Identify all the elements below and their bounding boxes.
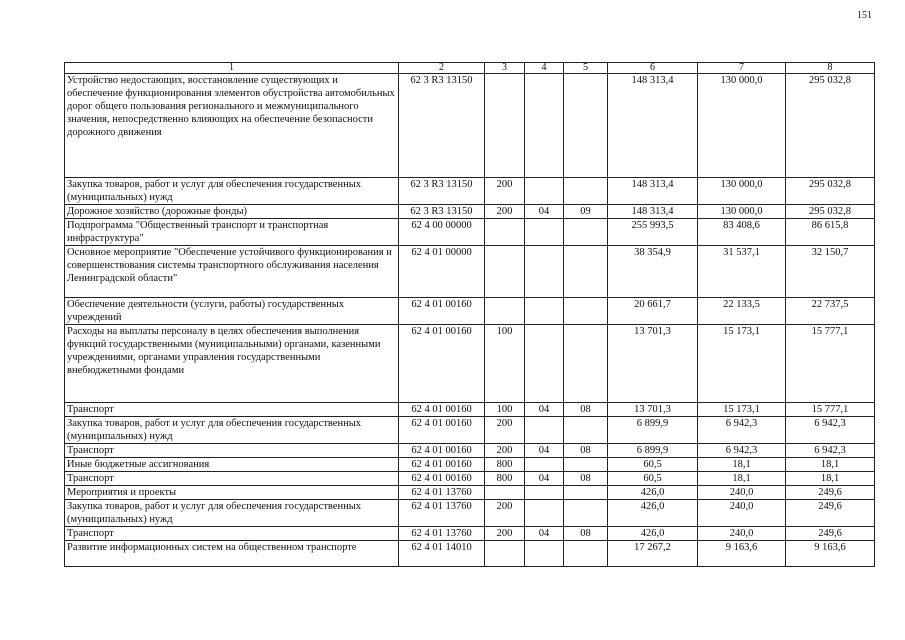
- target-code: 62 4 01 00160: [399, 444, 485, 458]
- amount-col-6: 255 993,5: [608, 219, 698, 246]
- subsection-code: [564, 500, 608, 527]
- budget-table: [64, 62, 875, 567]
- section-code: [525, 246, 564, 298]
- amount-col-7: 6 942,3: [698, 444, 786, 458]
- expense-type: [485, 486, 525, 500]
- amount-col-7: 240,0: [698, 527, 786, 541]
- amount-col-7: 240,0: [698, 486, 786, 500]
- table-row: [65, 219, 875, 246]
- subsection-code: 08: [564, 472, 608, 486]
- row-label: Развитие информационных систем на общественном транспорте: [65, 541, 399, 567]
- amount-col-8: 249,6: [786, 486, 875, 500]
- row-label: Мероприятия и проекты: [65, 486, 399, 500]
- table-row: [65, 74, 875, 178]
- target-code: 62 4 01 00000: [399, 246, 485, 298]
- amount-col-7: 83 408,6: [698, 219, 786, 246]
- amount-col-7: 6 942,3: [698, 417, 786, 444]
- expense-type: [485, 219, 525, 246]
- table-row: [65, 403, 875, 417]
- row-label: Закупка товаров, работ и услуг для обеспечения государственных (муниципальных) нужд: [65, 417, 399, 444]
- subsection-code: 08: [564, 444, 608, 458]
- amount-col-8: 249,6: [786, 500, 875, 527]
- amount-col-8: 9 163,6: [786, 541, 875, 567]
- subsection-code: [564, 458, 608, 472]
- expense-type: [485, 541, 525, 567]
- section-code: 04: [525, 444, 564, 458]
- column-header: 6: [608, 63, 698, 74]
- amount-col-6: 20 661,7: [608, 298, 698, 325]
- row-label: Дорожное хозяйство (дорожные фонды): [65, 205, 399, 219]
- amount-col-7: 18,1: [698, 472, 786, 486]
- section-code: [525, 178, 564, 205]
- subsection-code: [564, 541, 608, 567]
- amount-col-7: 240,0: [698, 500, 786, 527]
- amount-col-6: 17 267,2: [608, 541, 698, 567]
- row-label: Основное мероприятие "Обеспечение устойчивого функционирования и совершенствования системы транспортного обслуживания населения Ленинградской области": [65, 246, 399, 298]
- subsection-code: 08: [564, 403, 608, 417]
- section-code: 04: [525, 527, 564, 541]
- section-code: [525, 325, 564, 403]
- table-row: [65, 298, 875, 325]
- column-header: 3: [485, 63, 525, 74]
- column-header: 8: [786, 63, 875, 74]
- expense-type: 200: [485, 500, 525, 527]
- table-row: [65, 486, 875, 500]
- expense-type: 800: [485, 458, 525, 472]
- subsection-code: [564, 417, 608, 444]
- target-code: 62 4 01 00160: [399, 472, 485, 486]
- target-code: 62 4 01 13760: [399, 527, 485, 541]
- column-header: 5: [564, 63, 608, 74]
- amount-col-7: 9 163,6: [698, 541, 786, 567]
- amount-col-6: 6 899,9: [608, 444, 698, 458]
- target-code: 62 4 01 00160: [399, 417, 485, 444]
- amount-col-7: 130 000,0: [698, 205, 786, 219]
- subsection-code: 09: [564, 205, 608, 219]
- amount-col-6: 426,0: [608, 500, 698, 527]
- amount-col-8: 22 737,5: [786, 298, 875, 325]
- expense-type: 200: [485, 205, 525, 219]
- expense-type: [485, 74, 525, 178]
- amount-col-6: 426,0: [608, 486, 698, 500]
- amount-col-7: 130 000,0: [698, 74, 786, 178]
- row-label: Закупка товаров, работ и услуг для обеспечения государственных (муниципальных) нужд: [65, 500, 399, 527]
- table-row: [65, 246, 875, 298]
- subsection-code: [564, 325, 608, 403]
- row-label: Иные бюджетные ассигнования: [65, 458, 399, 472]
- table-row: [65, 178, 875, 205]
- row-label: Закупка товаров, работ и услуг для обеспечения государственных (муниципальных) нужд: [65, 178, 399, 205]
- table-row: [65, 458, 875, 472]
- target-code: 62 4 01 00160: [399, 403, 485, 417]
- target-code: 62 4 00 00000: [399, 219, 485, 246]
- subsection-code: [564, 178, 608, 205]
- amount-col-6: 6 899,9: [608, 417, 698, 444]
- section-code: [525, 74, 564, 178]
- amount-col-8: 15 777,1: [786, 325, 875, 403]
- target-code: 62 3 R3 13150: [399, 178, 485, 205]
- row-label: Транспорт: [65, 444, 399, 458]
- amount-col-6: 60,5: [608, 458, 698, 472]
- section-code: 04: [525, 472, 564, 486]
- header-row: [65, 63, 875, 74]
- amount-col-6: 426,0: [608, 527, 698, 541]
- amount-col-8: 18,1: [786, 458, 875, 472]
- amount-col-8: 249,6: [786, 527, 875, 541]
- row-label: Транспорт: [65, 527, 399, 541]
- table-row: [65, 541, 875, 567]
- table-row: [65, 444, 875, 458]
- target-code: 62 4 01 00160: [399, 298, 485, 325]
- target-code: 62 3 R3 13150: [399, 74, 485, 178]
- amount-col-7: 130 000,0: [698, 178, 786, 205]
- table-row: [65, 417, 875, 444]
- amount-col-7: 18,1: [698, 458, 786, 472]
- subsection-code: [564, 219, 608, 246]
- row-label: Подпрограмма "Общественный транспорт и транспортная инфраструктура": [65, 219, 399, 246]
- target-code: 62 4 01 00160: [399, 325, 485, 403]
- amount-col-8: 32 150,7: [786, 246, 875, 298]
- expense-type: 200: [485, 444, 525, 458]
- section-code: [525, 500, 564, 527]
- expense-type: [485, 246, 525, 298]
- expense-type: [485, 298, 525, 325]
- column-header: 7: [698, 63, 786, 74]
- expense-type: 200: [485, 178, 525, 205]
- page-number: 151: [857, 10, 872, 21]
- section-code: [525, 219, 564, 246]
- section-code: [525, 417, 564, 444]
- column-header: 2: [399, 63, 485, 74]
- subsection-code: [564, 74, 608, 178]
- table-row: [65, 325, 875, 403]
- expense-type: 200: [485, 417, 525, 444]
- amount-col-8: 6 942,3: [786, 444, 875, 458]
- subsection-code: [564, 298, 608, 325]
- amount-col-6: 148 313,4: [608, 74, 698, 178]
- amount-col-7: 31 537,1: [698, 246, 786, 298]
- target-code: 62 4 01 13760: [399, 500, 485, 527]
- amount-col-6: 148 313,4: [608, 205, 698, 219]
- table-row: [65, 500, 875, 527]
- amount-col-8: 86 615,8: [786, 219, 875, 246]
- section-code: [525, 541, 564, 567]
- amount-col-7: 15 173,1: [698, 403, 786, 417]
- section-code: [525, 486, 564, 500]
- amount-col-6: 38 354,9: [608, 246, 698, 298]
- expense-type: 100: [485, 325, 525, 403]
- row-label: Транспорт: [65, 472, 399, 486]
- column-header: 1: [65, 63, 399, 74]
- amount-col-6: 13 701,3: [608, 403, 698, 417]
- amount-col-7: 22 133,5: [698, 298, 786, 325]
- expense-type: 200: [485, 527, 525, 541]
- subsection-code: [564, 246, 608, 298]
- amount-col-8: 295 032,8: [786, 74, 875, 178]
- amount-col-6: 13 701,3: [608, 325, 698, 403]
- table-row: [65, 527, 875, 541]
- amount-col-8: 15 777,1: [786, 403, 875, 417]
- column-header: 4: [525, 63, 564, 74]
- subsection-code: [564, 486, 608, 500]
- section-code: 04: [525, 205, 564, 219]
- amount-col-6: 148 313,4: [608, 178, 698, 205]
- amount-col-7: 15 173,1: [698, 325, 786, 403]
- amount-col-8: 6 942,3: [786, 417, 875, 444]
- expense-type: 800: [485, 472, 525, 486]
- amount-col-8: 295 032,8: [786, 205, 875, 219]
- section-code: [525, 298, 564, 325]
- target-code: 62 4 01 13760: [399, 486, 485, 500]
- expense-type: 100: [485, 403, 525, 417]
- subsection-code: 08: [564, 527, 608, 541]
- row-label: Расходы на выплаты персоналу в целях обеспечения выполнения функций государственными (муниципальными) органами, казенными учреждениями, органами управления государственными внебюджетными фондами: [65, 325, 399, 403]
- amount-col-8: 295 032,8: [786, 178, 875, 205]
- row-label: Обеспечение деятельности (услуги, работы) государственных учреждений: [65, 298, 399, 325]
- row-label: Устройство недостающих, восстановление существующих и обеспечение функционирования элементов обустройства автомобильных дорог общего пользования регионального и межмуниципального значения, непосредственно влияющих на обеспечение безопасности дорожного движения: [65, 74, 399, 178]
- section-code: [525, 458, 564, 472]
- section-code: 04: [525, 403, 564, 417]
- amount-col-8: 18,1: [786, 472, 875, 486]
- target-code: 62 4 01 00160: [399, 458, 485, 472]
- target-code: 62 4 01 14010: [399, 541, 485, 567]
- amount-col-6: 60,5: [608, 472, 698, 486]
- table-row: [65, 472, 875, 486]
- row-label: Транспорт: [65, 403, 399, 417]
- target-code: 62 3 R3 13150: [399, 205, 485, 219]
- table-row: [65, 205, 875, 219]
